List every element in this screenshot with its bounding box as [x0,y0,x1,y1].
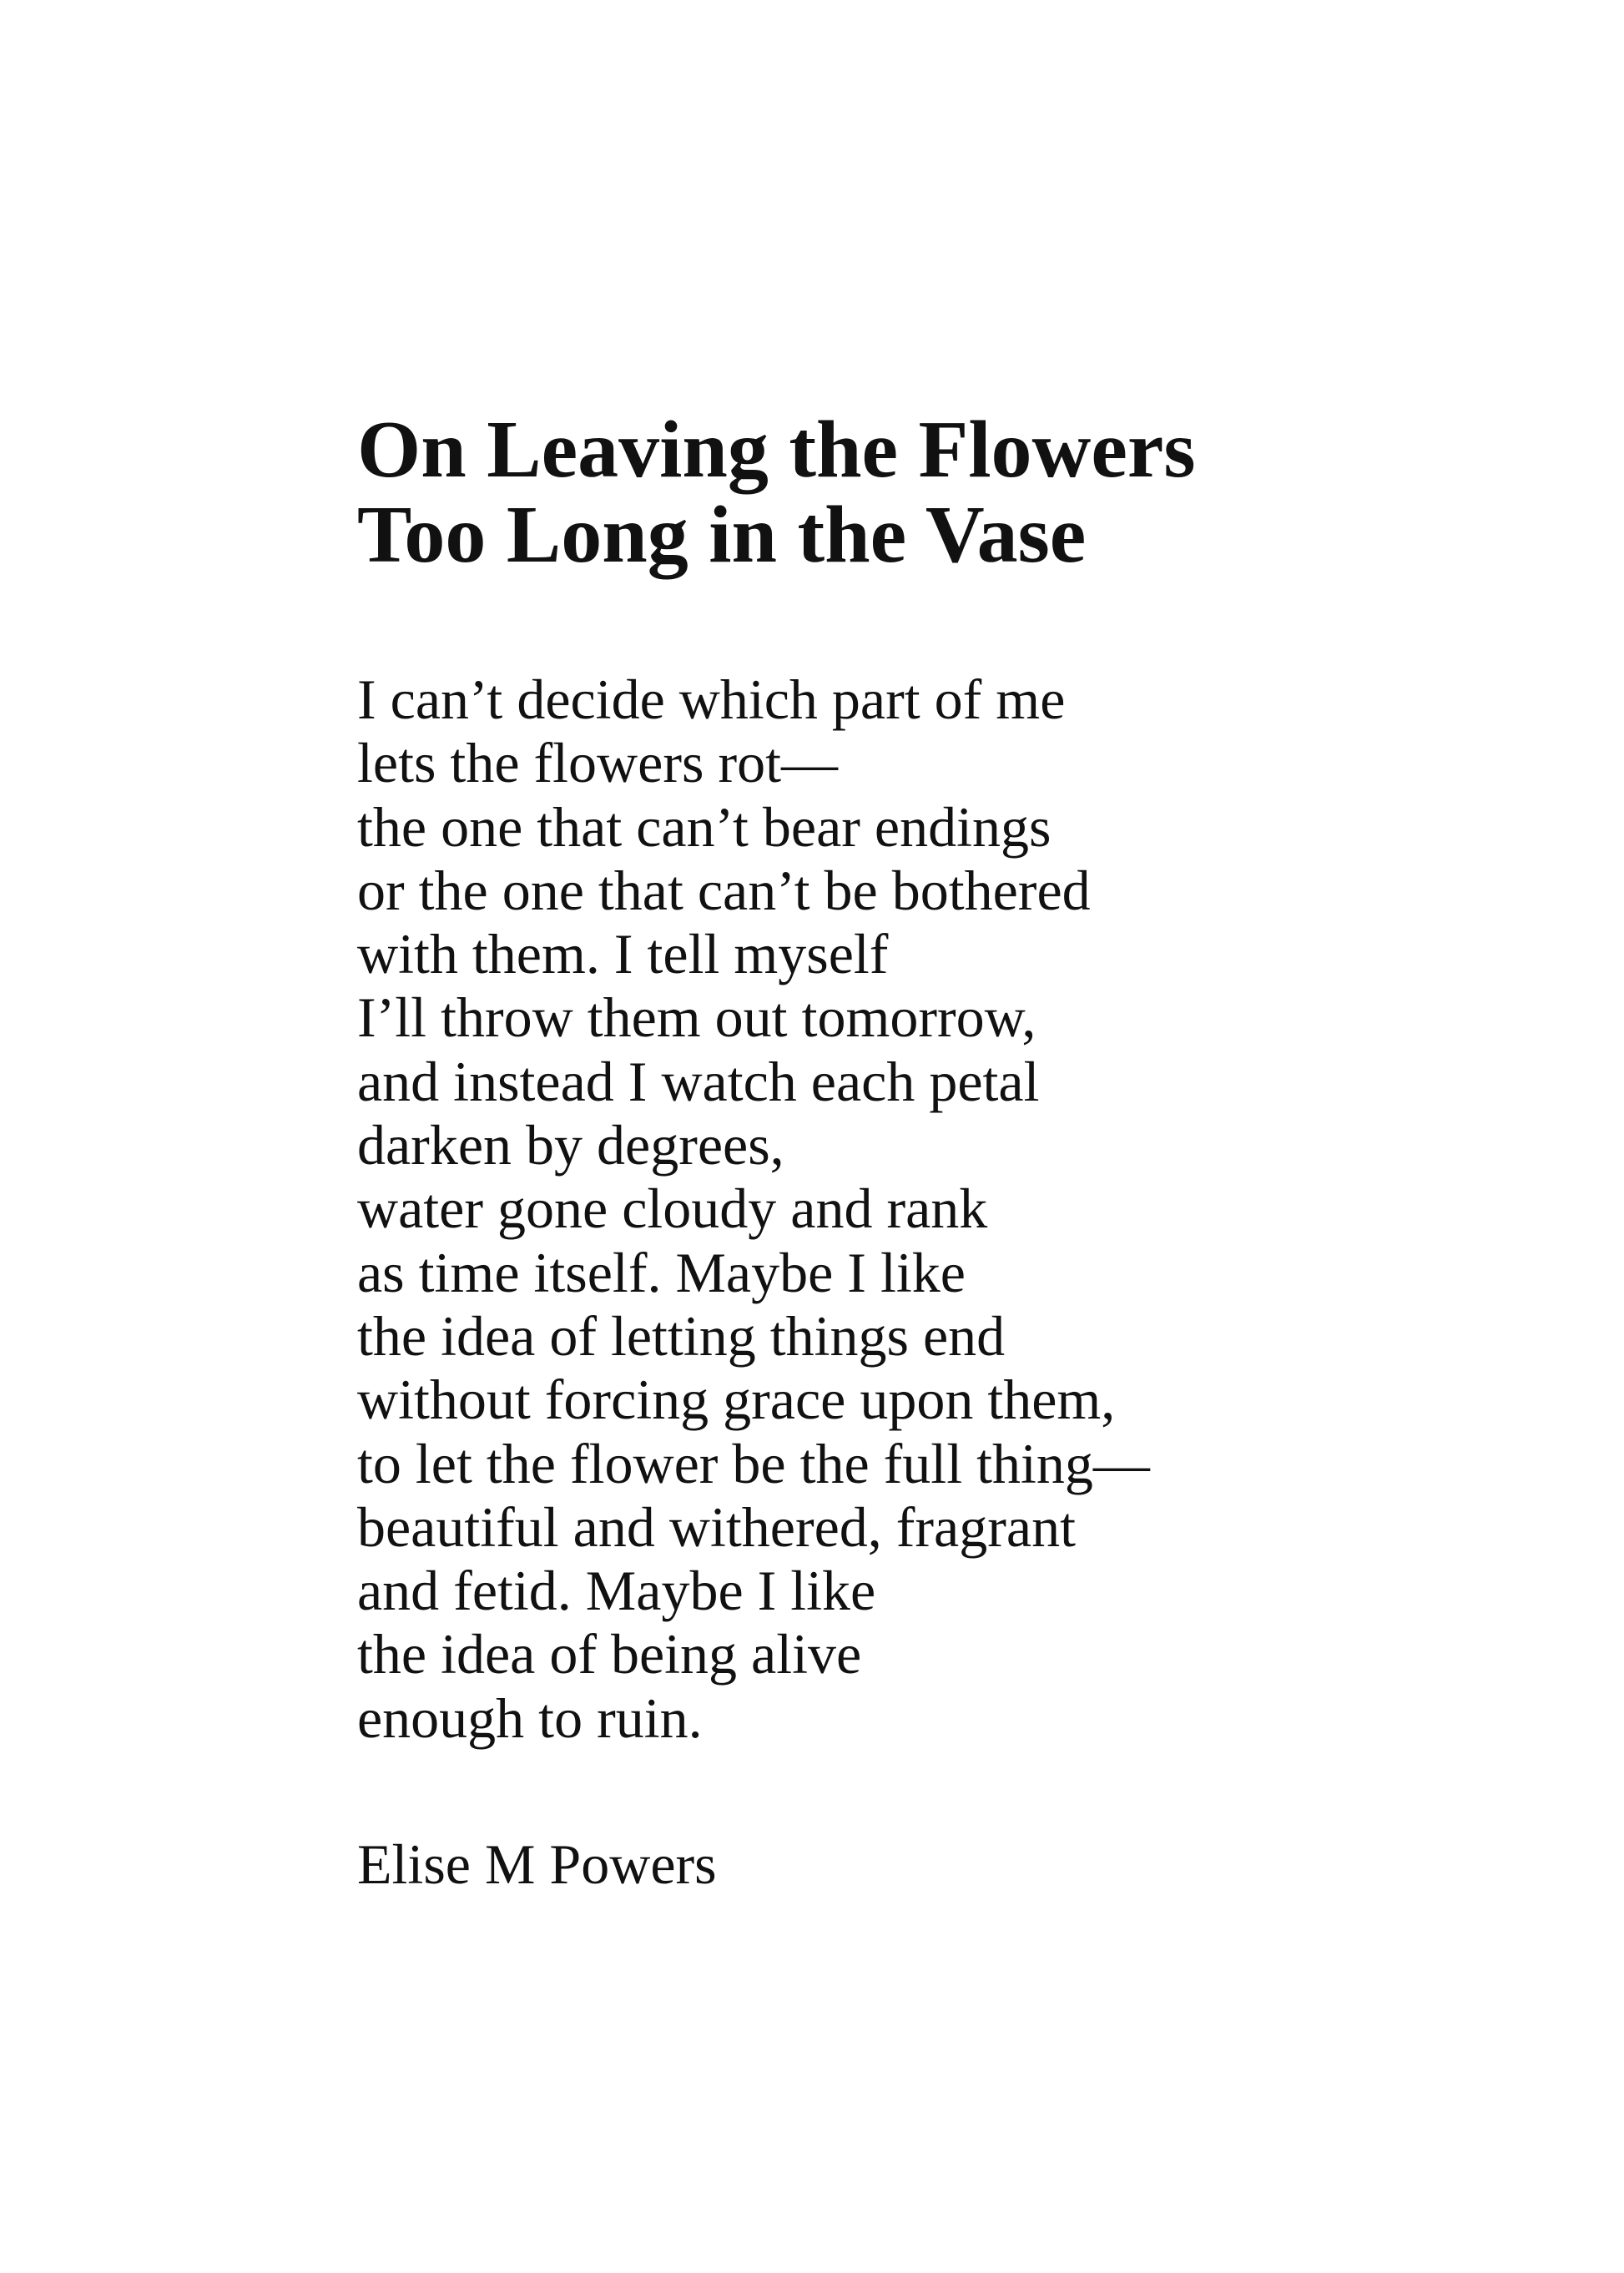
verse-line: the one that can’t bear endings [357,794,1052,859]
poem-title-line-2: Too Long in the Vase [357,490,1087,580]
verse-line: enough to ruin. [357,1686,703,1750]
verse-line: water gone cloudy and rank [357,1177,988,1241]
poem-title [357,405,1442,580]
verse-line: or the one that can’t be bothered [357,858,1091,922]
verse-line: to let the flower be the full thing— [357,1431,1150,1495]
verse-line: as time itself. Maybe I like [357,1240,966,1304]
verse-line: and instead I watch each petal [357,1049,1040,1113]
poem-block [357,407,1442,1896]
verse-line: darken by degrees, [357,1113,784,1177]
verse-line: the idea of being alive [357,1622,862,1686]
verse-line: with them. I tell myself [357,922,889,986]
verse-line: the idea of letting things end [357,1303,1006,1368]
poem-verse [357,668,1442,1750]
verse-line: beautiful and withered, fragrant [357,1494,1076,1559]
poem-author: Elise M Powers [357,1832,717,1897]
poem-title-line-1: On Leaving the Flowers [357,405,1196,495]
verse-line: lets the flowers rot— [357,731,838,795]
verse-line: and fetid. Maybe I like [357,1559,876,1623]
verse-line: I’ll throw them out tomorrow, [357,985,1036,1050]
verse-line: I can’t decide which part of me [357,668,1066,731]
verse-line: without forcing grace upon them, [357,1368,1116,1432]
